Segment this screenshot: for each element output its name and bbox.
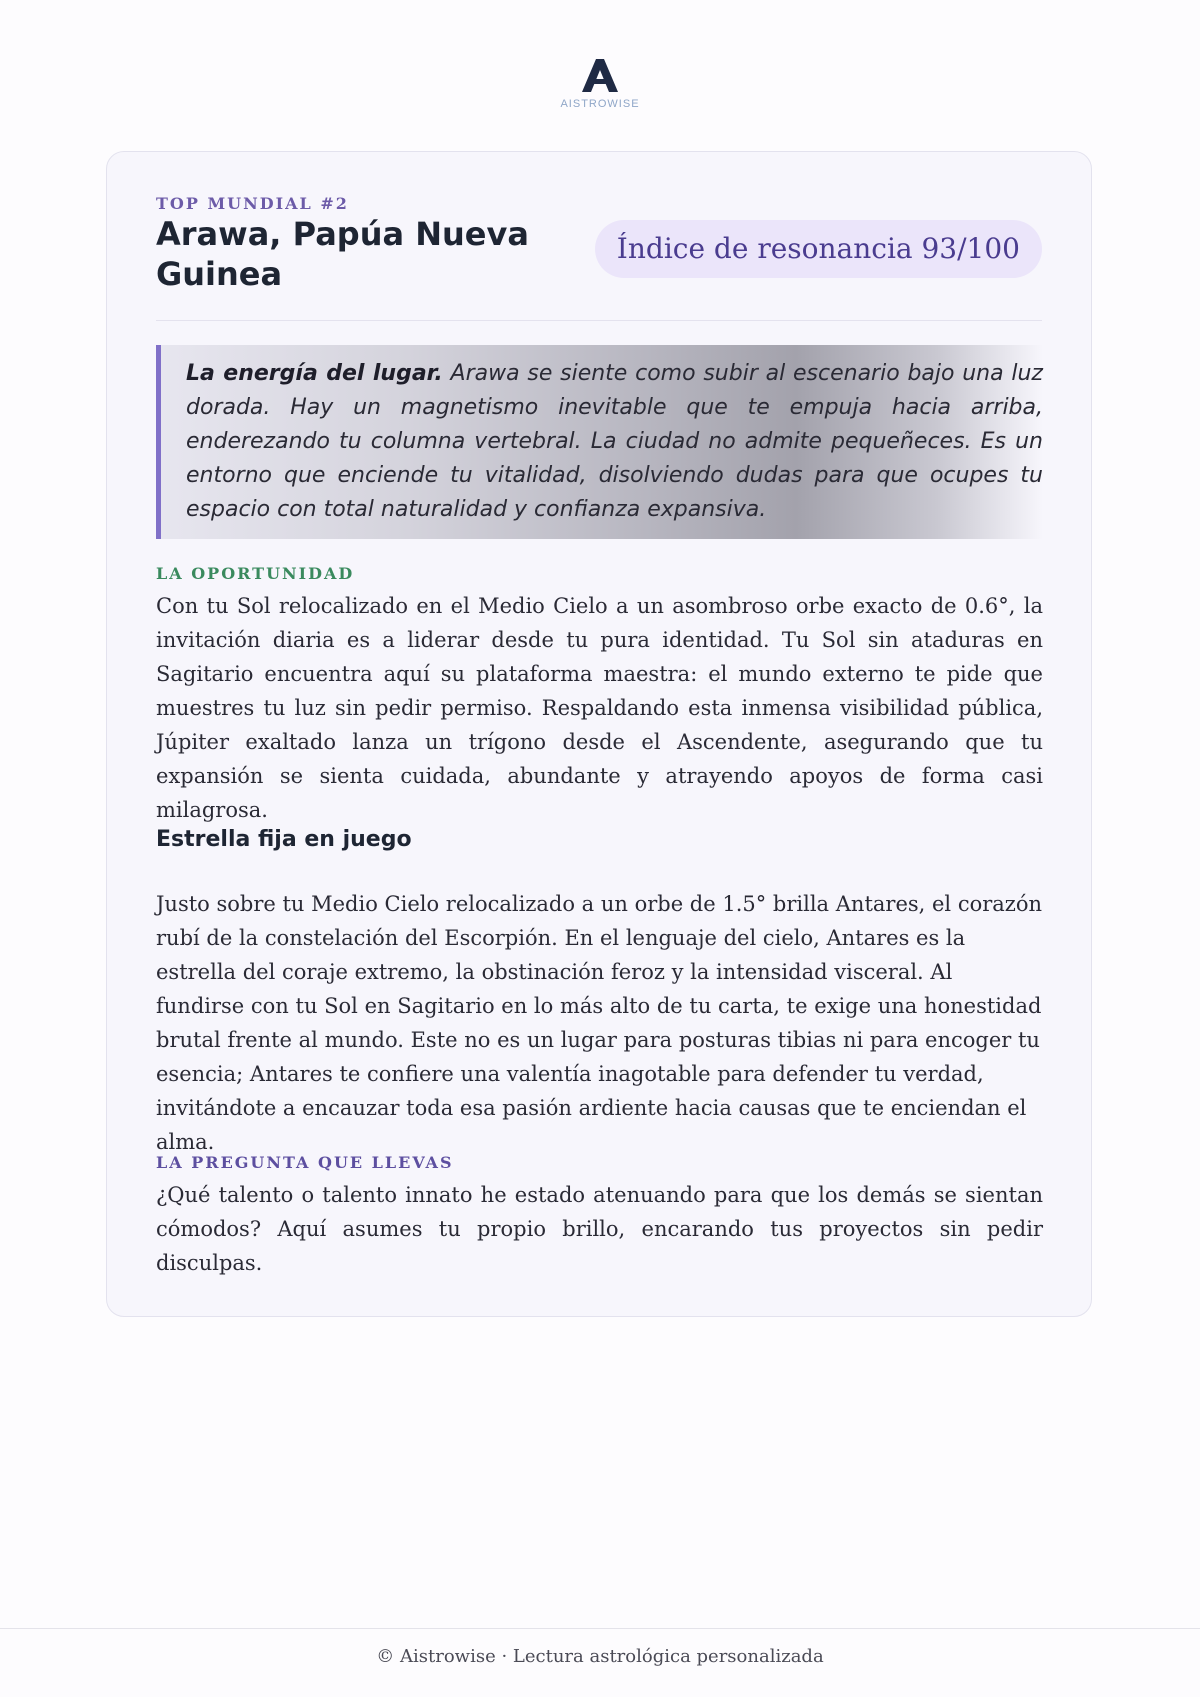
footer-text: © Aistrowise · Lectura astrológica personalizada (376, 1646, 824, 1667)
footer-divider (0, 1628, 1200, 1629)
question-label: LA PREGUNTA QUE LLEVAS (156, 1153, 454, 1172)
quote-lead: La energía del lugar. (186, 361, 443, 386)
question-text: ¿Qué talento o talento innato he estado atenuando para que los demás se sientan cómodos? Aquí asumes tu propio brillo, encarando tus proyectos sin pedir disculpas. (156, 1183, 1043, 1275)
rank-label: TOP MUNDIAL #2 (156, 194, 349, 213)
resonance-badge: Índice de resonancia 93/100 (595, 220, 1042, 278)
fixed-star-heading: Estrella fija en juego (156, 827, 412, 852)
brand-name: AISTROWISE (560, 98, 640, 110)
location-card (106, 151, 1092, 1317)
location-title: Arawa, Papúa Nueva Guinea (156, 215, 529, 293)
brand-logo (0, 58, 1200, 110)
fixed-star-text: Justo sobre tu Medio Cielo relocalizado a un orbe de 1.5° brilla Antares, el corazón rubí de la constelación del Escorpión. En el lenguaje del cielo, Antares es la estrella del coraje extremo, la obstinación feroz y la intensidad visceral. Al fundirse con tu Sol en Sagitario en lo más alto de tu carta, te exige una honestidad brutal frente al mundo. Este no es un lugar para posturas tibias ni para encoger tu esencia; Antares te confiere una valentía inagotable para defender tu verdad, invitándote a encauzar toda esa pasión ardiente hacia causas que te enciendan el alma. (156, 892, 1043, 1154)
a-logo-icon (580, 58, 620, 96)
quote-text: Arawa se siente como subir al escenario bajo una luz dorada. Hay un magnetismo inevitable que te empuja hacia arriba, enderezando tu columna vertebral. La ciudad no admite pequeñeces. Es un entorno que enciende tu vitalidad, disolviendo dudas para que ocupes tu espacio con total naturalidad y confianza expansiva. (186, 361, 1043, 522)
energy-quote (156, 345, 1043, 539)
opportunity-text: Con tu Sol relocalizado en el Medio Cielo a un asombroso orbe exacto de 0.6°, la invitación diaria es a liderar desde tu pura identidad. Tu Sol sin ataduras en Sagitario encuentra aquí su plataforma maestra: el mundo externo te pide que muestres tu luz sin pedir permiso. Respaldando esta inmensa visibilidad pública, Júpiter exaltado lanza un trígono desde el Ascendente, asegurando que tu expansión se sienta cuidada, abundante y atrayendo apoyos de forma casi milagrosa. (156, 594, 1043, 822)
opportunity-label: LA OPORTUNIDAD (156, 564, 355, 583)
divider (156, 320, 1042, 321)
